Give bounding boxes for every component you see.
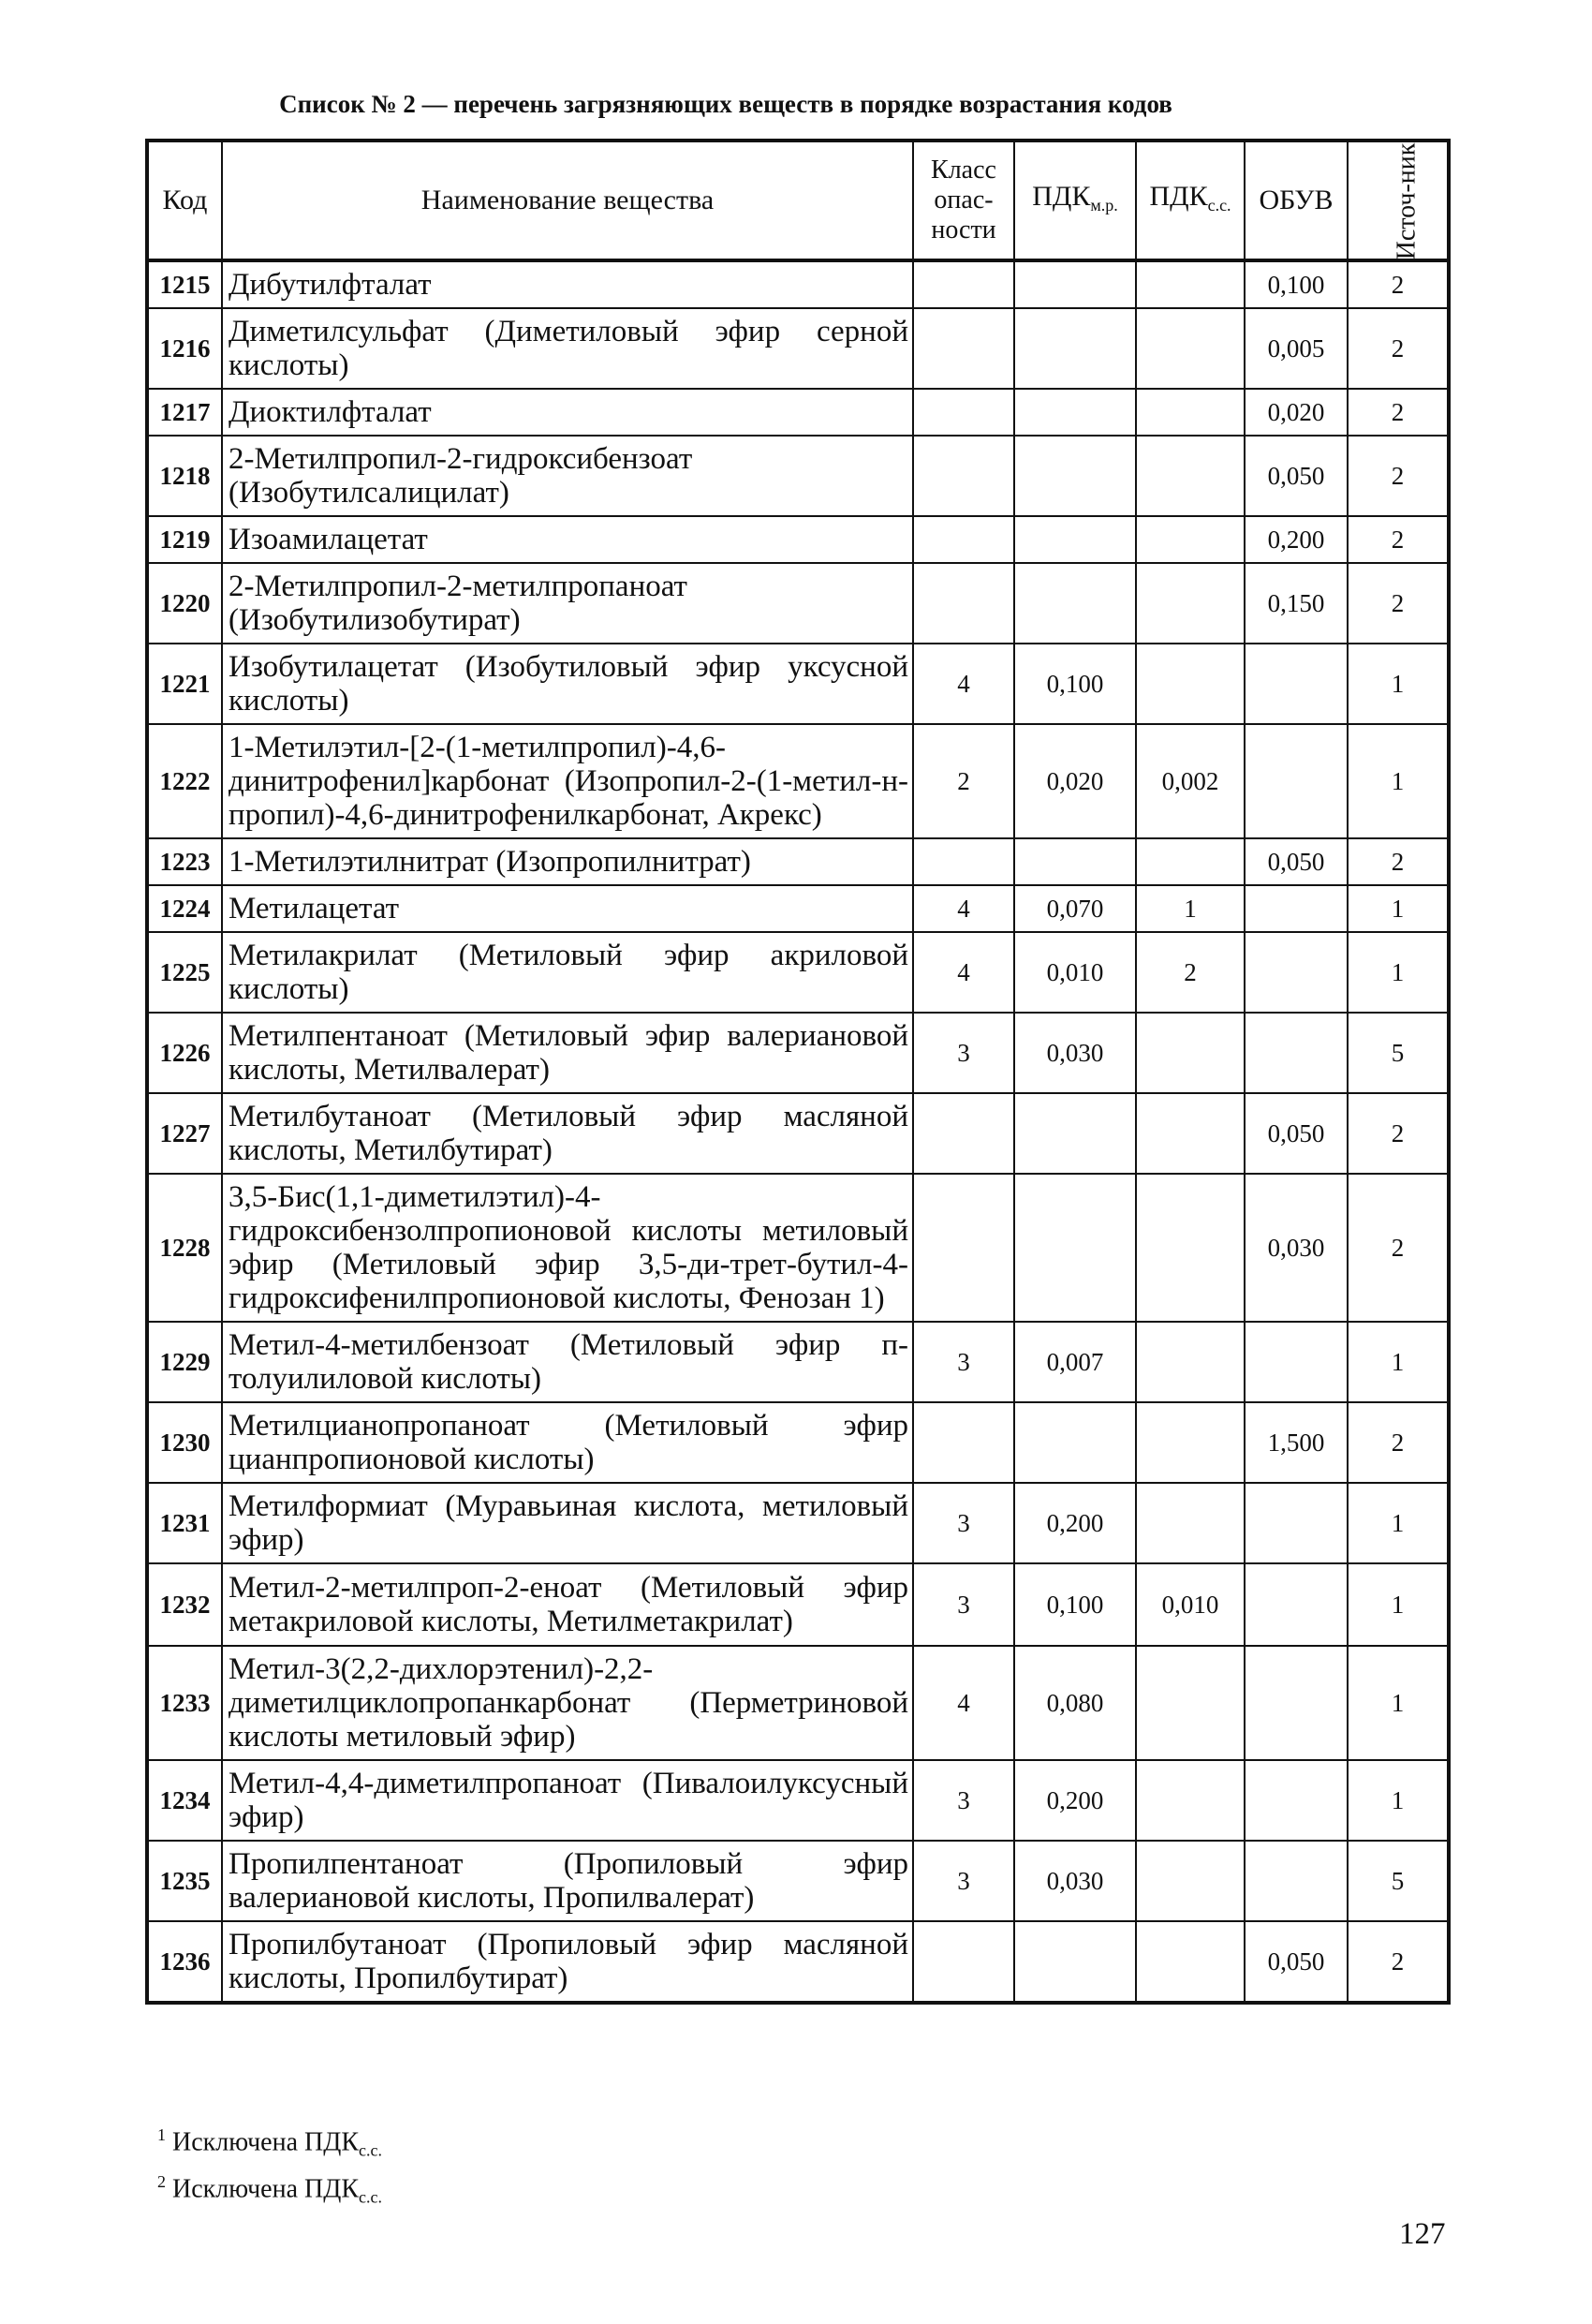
cell-hazard-class: 3 [913,1013,1014,1093]
cell-obuv: 0,100 [1245,260,1348,308]
footnote-text: Исключена ПДК [172,2127,359,2157]
cell-obuv: 0,030 [1245,1174,1348,1322]
cell-obuv [1245,1646,1348,1760]
cell-pdk-ss: 0,002 [1136,724,1245,838]
table-row [147,308,1449,389]
cell-name: 1-Метилэтилнитрат (Изопропилнитрат) [222,838,913,885]
cell-pdk-mr [1014,1174,1136,1322]
cell-hazard-class [913,308,1014,389]
table-row [147,1322,1449,1402]
cell-source: 2 [1348,563,1449,644]
cell-pdk-mr [1014,516,1136,563]
table-row [147,885,1449,932]
cell-name: Метилформиат (Муравьиная кислота, метиловый эфир) [222,1483,913,1563]
cell-code: 1230 [147,1402,222,1483]
cell-source: 1 [1348,885,1449,932]
cell-hazard-class: 3 [913,1841,1014,1921]
footnotes [157,2119,382,2213]
cell-name: 1-Метилэтил-[2-(1-метилпропил)-4,6-динитрофенил]карбонат (Изопропил-2-(1-метил-н-пропил)-4,6-динитрофенилкарбонат, Акрекс) [222,724,913,838]
header-pdk-mr-sub: м.р. [1090,195,1118,215]
cell-name: Пропилбутаноат (Пропиловый эфир масляной кислоты, Пропилбутират) [222,1921,913,2003]
cell-pdk-ss [1136,436,1245,516]
cell-source: 1 [1348,1322,1449,1402]
cell-obuv [1245,1483,1348,1563]
cell-code: 1228 [147,1174,222,1322]
cell-pdk-ss [1136,1174,1245,1322]
cell-pdk-mr [1014,1921,1136,2003]
cell-source: 5 [1348,1841,1449,1921]
table-row [147,389,1449,436]
cell-name: Диоктилфталат [222,389,913,436]
cell-source: 2 [1348,1921,1449,2003]
cell-pdk-ss [1136,389,1245,436]
cell-name: Метил-2-метилпроп-2-еноат (Метиловый эфир метакриловой кислоты, Метилметакрилат) [222,1563,913,1646]
cell-hazard-class [913,260,1014,308]
cell-source: 2 [1348,436,1449,516]
footnote-1 [157,2119,382,2166]
header-name: Наименование вещества [222,141,913,260]
cell-pdk-ss [1136,1646,1245,1760]
cell-hazard-class: 3 [913,1322,1014,1402]
table-header-row [147,141,1449,260]
header-source-label: Источ-ник [1392,142,1422,260]
cell-pdk-mr: 0,200 [1014,1483,1136,1563]
cell-pdk-mr: 0,020 [1014,724,1136,838]
header-pdk-mr [1014,141,1136,260]
cell-obuv: 0,050 [1245,838,1348,885]
cell-pdk-ss [1136,1322,1245,1402]
cell-pdk-ss [1136,1402,1245,1483]
table-row [147,1760,1449,1841]
cell-pdk-mr [1014,1093,1136,1174]
cell-code: 1233 [147,1646,222,1760]
header-pdk-ss-base: ПДК [1149,180,1208,212]
cell-hazard-class [913,563,1014,644]
cell-pdk-ss [1136,260,1245,308]
cell-name: Метил-4-метилбензоат (Метиловый эфир п-толуилиловой кислоты) [222,1322,913,1402]
cell-obuv [1245,885,1348,932]
cell-code: 1217 [147,389,222,436]
cell-source: 2 [1348,1093,1449,1174]
cell-code: 1219 [147,516,222,563]
cell-code: 1229 [147,1322,222,1402]
cell-hazard-class: 4 [913,1646,1014,1760]
cell-pdk-ss: 0,010 [1136,1563,1245,1646]
header-pdk-mr-base: ПДК [1032,180,1091,212]
cell-hazard-class [913,1921,1014,2003]
cell-pdk-ss [1136,1093,1245,1174]
cell-hazard-class: 2 [913,724,1014,838]
cell-pdk-ss [1136,1841,1245,1921]
table-row [147,516,1449,563]
cell-pdk-ss [1136,838,1245,885]
cell-pdk-ss [1136,1921,1245,2003]
footnote-text: Исключена ПДК [172,2174,359,2204]
table-row [147,1093,1449,1174]
cell-code: 1222 [147,724,222,838]
cell-pdk-ss [1136,644,1245,724]
header-obuv: ОБУВ [1245,141,1348,260]
table-row [147,838,1449,885]
footnote-sub: с.с. [359,2187,382,2207]
cell-source: 2 [1348,1174,1449,1322]
cell-code: 1220 [147,563,222,644]
cell-pdk-mr [1014,1402,1136,1483]
cell-hazard-class: 3 [913,1483,1014,1563]
cell-pdk-ss [1136,308,1245,389]
cell-pdk-mr [1014,308,1136,389]
cell-code: 1215 [147,260,222,308]
cell-hazard-class [913,389,1014,436]
header-hazard-class: Класс опас-ности [913,141,1014,260]
page-number: 127 [1399,2217,1446,2251]
cell-obuv: 0,005 [1245,308,1348,389]
cell-hazard-class: 3 [913,1760,1014,1841]
table-row [147,1402,1449,1483]
cell-name: Диметилсульфат (Диметиловый эфир серной кислоты) [222,308,913,389]
cell-hazard-class: 3 [913,1563,1014,1646]
cell-obuv: 0,150 [1245,563,1348,644]
footnote-2 [157,2166,382,2213]
cell-obuv: 0,200 [1245,516,1348,563]
cell-code: 1235 [147,1841,222,1921]
cell-source: 2 [1348,838,1449,885]
cell-code: 1232 [147,1563,222,1646]
cell-name: Пропилпентаноат (Пропиловый эфир валериановой кислоты, Пропилвалерат) [222,1841,913,1921]
cell-hazard-class: 4 [913,644,1014,724]
cell-code: 1224 [147,885,222,932]
table-row [147,644,1449,724]
cell-pdk-mr: 0,030 [1014,1013,1136,1093]
table-body [147,260,1449,2003]
cell-code: 1226 [147,1013,222,1093]
cell-obuv: 0,050 [1245,1921,1348,2003]
cell-code: 1218 [147,436,222,516]
table-row [147,563,1449,644]
cell-source: 2 [1348,1402,1449,1483]
cell-name: Метил-4,4-диметилпропаноат (Пивалоилуксусный эфир) [222,1760,913,1841]
cell-code: 1231 [147,1483,222,1563]
cell-source: 2 [1348,260,1449,308]
cell-hazard-class: 4 [913,885,1014,932]
table-row [147,436,1449,516]
cell-source: 1 [1348,1646,1449,1760]
cell-hazard-class [913,1093,1014,1174]
cell-obuv: 0,050 [1245,1093,1348,1174]
header-pdk-ss [1136,141,1245,260]
cell-source: 2 [1348,308,1449,389]
cell-name: Изобутилацетат (Изобутиловый эфир уксусной кислоты) [222,644,913,724]
cell-name: Метилбутаноат (Метиловый эфир масляной кислоты, Метилбутират) [222,1093,913,1174]
cell-obuv: 1,500 [1245,1402,1348,1483]
cell-hazard-class [913,436,1014,516]
header-source [1348,141,1449,260]
cell-pdk-mr: 0,080 [1014,1646,1136,1760]
cell-hazard-class [913,1402,1014,1483]
cell-pdk-mr [1014,389,1136,436]
cell-pdk-mr: 0,100 [1014,1563,1136,1646]
page-title: Список № 2 — перечень загрязняющих веществ в порядке возрастания кодов [279,90,1172,118]
cell-name: Метил-3(2,2-дихлорэтенил)-2,2-диметилциклопропанкарбонат (Перметриновой кислоты метиловый эфир) [222,1646,913,1760]
cell-obuv: 0,020 [1245,389,1348,436]
cell-pdk-mr: 0,030 [1014,1841,1136,1921]
cell-source: 1 [1348,644,1449,724]
header-pdk-ss-sub: с.с. [1207,195,1231,215]
table-row [147,1174,1449,1322]
cell-source: 1 [1348,1483,1449,1563]
cell-name: Метилакрилат (Метиловый эфир акриловой кислоты) [222,932,913,1013]
footnote-mark: 1 [157,2125,166,2144]
cell-pdk-ss [1136,1760,1245,1841]
footnote-mark: 2 [157,2172,166,2192]
header-code: Код [147,141,222,260]
cell-obuv [1245,644,1348,724]
cell-pdk-mr: 0,100 [1014,644,1136,724]
cell-name: 2-Метилпропил-2-метилпропаноат (Изобутилизобутират) [222,563,913,644]
cell-obuv [1245,1013,1348,1093]
cell-obuv [1245,1563,1348,1646]
cell-obuv: 0,050 [1245,436,1348,516]
cell-pdk-ss: 1 [1136,885,1245,932]
table-row [147,1646,1449,1760]
cell-source: 5 [1348,1013,1449,1093]
cell-name: Изоамилацетат [222,516,913,563]
cell-code: 1216 [147,308,222,389]
cell-code: 1234 [147,1760,222,1841]
table-row [147,1483,1449,1563]
table-row [147,724,1449,838]
cell-source: 1 [1348,724,1449,838]
cell-pdk-mr: 0,200 [1014,1760,1136,1841]
cell-code: 1225 [147,932,222,1013]
cell-obuv [1245,1760,1348,1841]
cell-pdk-mr [1014,260,1136,308]
substances-table-container [145,139,1447,2005]
cell-hazard-class [913,838,1014,885]
cell-source: 2 [1348,389,1449,436]
cell-source: 2 [1348,516,1449,563]
cell-pdk-ss [1136,563,1245,644]
substances-table [145,139,1451,2005]
footnote-sub: с.с. [359,2140,382,2160]
cell-name: Метилпентаноат (Метиловый эфир валериановой кислоты, Метилвалерат) [222,1013,913,1093]
cell-pdk-mr [1014,563,1136,644]
cell-hazard-class [913,1174,1014,1322]
cell-pdk-ss [1136,1013,1245,1093]
cell-obuv [1245,1322,1348,1402]
table-row [147,260,1449,308]
cell-code: 1223 [147,838,222,885]
cell-hazard-class: 4 [913,932,1014,1013]
table-row [147,1013,1449,1093]
cell-code: 1227 [147,1093,222,1174]
table-row [147,1841,1449,1921]
cell-pdk-mr: 0,007 [1014,1322,1136,1402]
cell-name: 3,5-Бис(1,1-диметилэтил)-4-гидроксибензолпропионовой кислоты метиловый эфир (Метиловый эфир 3,5-ди-трет-бутил-4-гидроксифенилпропионовой кислоты, Фенозан 1) [222,1174,913,1322]
cell-code: 1221 [147,644,222,724]
cell-name: 2-Метилпропил-2-гидроксибензоат (Изобутилсалицилат) [222,436,913,516]
cell-pdk-ss [1136,1483,1245,1563]
cell-pdk-ss: 2 [1136,932,1245,1013]
cell-source: 1 [1348,1563,1449,1646]
cell-pdk-mr: 0,070 [1014,885,1136,932]
cell-source: 1 [1348,1760,1449,1841]
cell-obuv [1245,932,1348,1013]
cell-code: 1236 [147,1921,222,2003]
cell-pdk-mr [1014,838,1136,885]
cell-hazard-class [913,516,1014,563]
cell-source: 1 [1348,932,1449,1013]
cell-obuv [1245,724,1348,838]
cell-name: Дибутилфталат [222,260,913,308]
table-row [147,1921,1449,2003]
cell-name: Метилацетат [222,885,913,932]
cell-pdk-mr [1014,436,1136,516]
cell-pdk-ss [1136,516,1245,563]
cell-name: Метилцианопропаноат (Метиловый эфир цианпропионовой кислоты) [222,1402,913,1483]
cell-pdk-mr: 0,010 [1014,932,1136,1013]
table-row [147,1563,1449,1646]
cell-obuv [1245,1841,1348,1921]
table-row [147,932,1449,1013]
